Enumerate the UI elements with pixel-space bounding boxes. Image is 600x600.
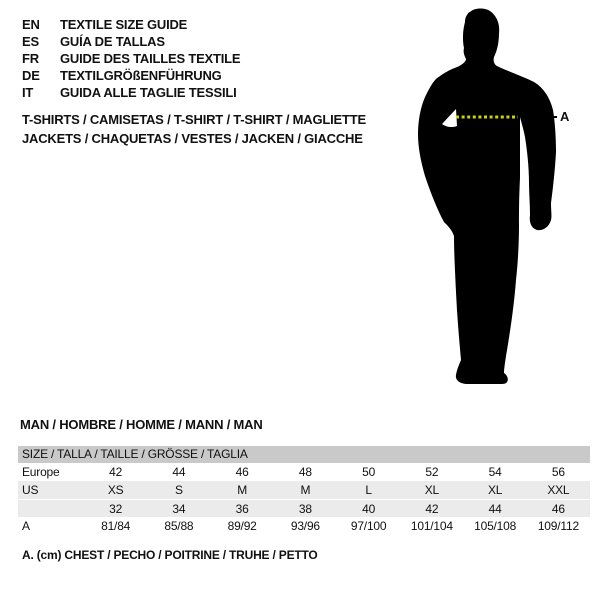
size-cell: 36 — [235, 502, 249, 516]
size-cell: 46 — [551, 502, 565, 516]
category-line-tshirts: T-SHIRTS / CAMISETAS / T-SHIRT / T-SHIRT / MAGLIETTE — [22, 112, 366, 127]
size-cell: S — [174, 483, 183, 497]
table-row-us — [18, 481, 590, 499]
man-silhouette-body — [418, 8, 556, 384]
size-cell: 38 — [298, 502, 312, 516]
table-row-numeric — [18, 499, 590, 517]
size-cell: 48 — [298, 465, 312, 479]
size-cell: 42 — [109, 465, 123, 479]
size-cell: M — [237, 483, 248, 497]
row-label — [18, 500, 84, 517]
size-cell: 32 — [109, 502, 123, 516]
measure-label-a: A — [560, 109, 570, 124]
language-code: DE — [22, 68, 40, 83]
size-cell: 52 — [425, 465, 439, 479]
size-cell: M — [300, 483, 311, 497]
size-cell: 105/108 — [474, 519, 517, 533]
size-cell: 44 — [488, 502, 502, 516]
size-cell: 85/88 — [164, 519, 194, 533]
row-label: Europe — [22, 465, 60, 479]
language-label: TEXTILE SIZE GUIDE — [60, 17, 188, 32]
language-code: IT — [22, 85, 34, 100]
size-cell: 89/92 — [227, 519, 257, 533]
size-cell: 44 — [172, 465, 186, 479]
size-cell: 34 — [172, 502, 186, 516]
language-code: ES — [22, 34, 39, 49]
table-row-chest-a — [18, 517, 590, 535]
size-cell: 97/100 — [350, 519, 387, 533]
size-cell: 101/104 — [410, 519, 453, 533]
size-cell: 46 — [235, 465, 249, 479]
size-cell: 54 — [488, 465, 502, 479]
category-line-jackets: JACKETS / CHAQUETAS / VESTES / JACKEN / GIACCHE — [22, 131, 363, 146]
table-row-europe — [18, 463, 590, 481]
language-label: GUÍA DE TALLAS — [60, 34, 165, 49]
language-code: EN — [22, 17, 40, 32]
size-cell: XL — [424, 483, 440, 497]
size-cell: 93/96 — [290, 519, 320, 533]
size-table — [18, 446, 590, 535]
language-label: GUIDE DES TAILLES TEXTILE — [60, 51, 241, 66]
row-label: US — [22, 483, 39, 497]
size-cell: XXL — [547, 483, 570, 497]
size-cell: 81/84 — [101, 519, 131, 533]
language-label: GUIDA ALLE TAGLIE TESSILI — [60, 85, 237, 100]
size-cell: XS — [107, 483, 124, 497]
footnote-chest-legend: A. (cm) CHEST / PECHO / POITRINE / TRUHE / PETTO — [22, 548, 318, 562]
size-cell: 50 — [362, 465, 376, 479]
language-label: TEXTILGRÖßENFÜHRUNG — [60, 68, 222, 83]
size-cell: XL — [487, 483, 503, 497]
size-table-header: SIZE / TALLA / TAILLE / GRÖSSE / TAGLIA — [18, 446, 590, 463]
size-cell: 109/112 — [537, 519, 579, 533]
size-cell: 56 — [551, 465, 565, 479]
row-label: A — [22, 519, 30, 533]
section-title-man: MAN / HOMBRE / HOMME / MANN / MAN — [20, 417, 263, 432]
size-cell: 40 — [362, 502, 376, 516]
size-cell: L — [365, 483, 372, 497]
size-cell: 42 — [425, 502, 439, 516]
language-code: FR — [22, 51, 39, 66]
